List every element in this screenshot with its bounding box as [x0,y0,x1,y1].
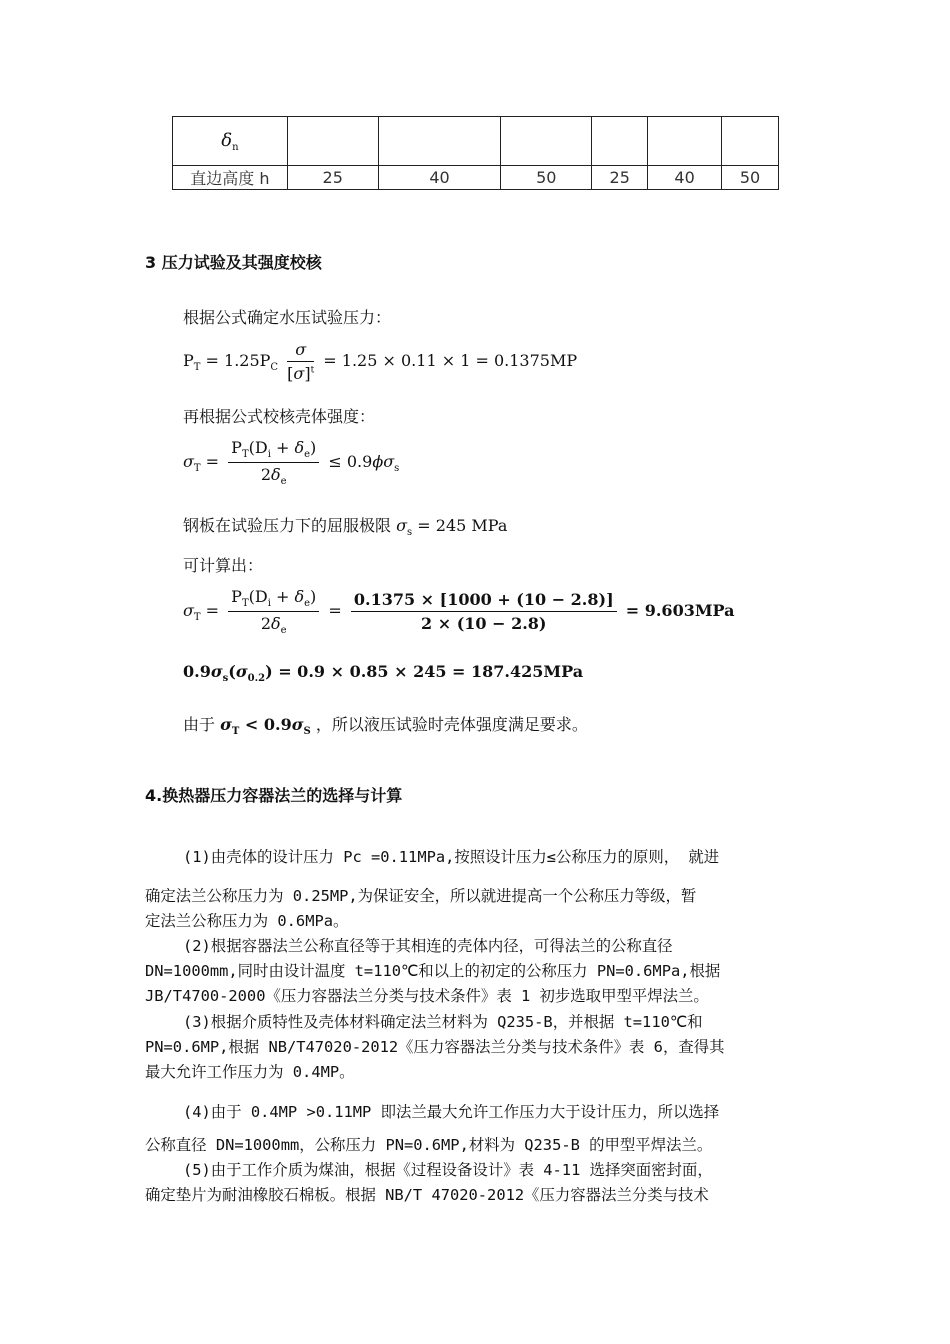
table-row [173,117,779,166]
paragraph-1b: 确定法兰公称压力为 0.25MP,为保证安全，所以就进提高一个公称压力等级，暂 [145,887,697,905]
paragraph-4b: 公称直径 DN=1000mm，公称压力 PN=0.6MP,材料为 Q235-B 的甲型平焊法兰。 [145,1136,713,1154]
table-cell [592,117,648,166]
calc-result: = 9.603MPa [625,601,735,620]
table-cell: 40 [648,166,722,190]
table-cell [722,117,779,166]
strength-check-equation: $\sigma_T$ = $\frac{P_T(D_i + \delta_e)}{2\delta_e}$ ≤ $0.9\phi\sigma_s$ [183,438,400,487]
table-cell [287,117,378,166]
paragraph-2a: (2)根据容器法兰公称直径等于其相连的壳体内径，可得法兰的公称直径 [183,937,673,955]
yield-limit-line: 钢板在试验压力下的屈服极限 $\sigma_s = 245$ MPa [183,516,508,538]
table-row [173,166,779,190]
table-cell: 50 [722,166,779,190]
calc-intro: 可计算出： [183,556,264,575]
paragraph-5b: 确定垫片为耐油橡胶石棉板。根据 NB/T 47020-2012《压力容器法兰分类与技术 [145,1186,709,1204]
paragraph-5a: (5)由于工作介质为煤油，根据《过程设备设计》表 4-11 选择突面密封面， [183,1161,713,1179]
yield-09-result: = 0.9 × 0.85 × 245 = 187.425MPa [278,662,584,681]
calc-numerator: 0.1375 × [1000 + (10 − 2.8)] [351,590,617,612]
table-cell: 50 [501,166,592,190]
section-4-title: 4.换热器压力容器法兰的选择与计算 [145,786,403,805]
table-cell [378,117,501,166]
table-cell [648,117,722,166]
paragraph-2b: DN=1000mm,同时由设计温度 t=110℃和以上的初定的公称压力 PN=0.6MPa,根据 [145,962,721,980]
conclusion-line: 由于 $\sigma_T < 0.9\sigma_S$ ，所以液压试验时壳体强度满足要求。 [183,715,588,737]
test-pressure-equation: $P_T = 1.25P_C$ $\frac{\sigma}{[\sigma]^t}$ = 1.25 × 0.11 × 1 = 0.1375MP [183,340,578,383]
table-cell-thickness-label: $\delta_n$ [173,117,288,166]
yield-value: = 245 MPa [417,516,508,535]
section-3-intro: 根据公式确定水压试验压力： [183,308,392,327]
yield-text: 钢板在试验压力下的屈服极限 [183,516,392,535]
yield-09-equation: $0.9\sigma_s(\sigma_{0.2}) = 0.9 \times 0.85 \times 245 = 187.425MPa$ [183,662,584,684]
section-3-title: 3 压力试验及其强度校核 [145,253,322,272]
paragraph-3b: PN=0.6MP,根据 NB/T47020-2012《压力容器法兰分类与技术条件》表 6，查得其 [145,1038,725,1056]
table-cell: 25 [287,166,378,190]
table-cell: 40 [378,166,501,190]
table-cell-height-label: 直边高度 h [173,166,288,190]
paragraph-4a: (4)由于 0.4MP >0.11MP 即法兰最大允许工作压力大于设计压力，所以选择 [183,1103,720,1121]
paragraph-1a: (1)由壳体的设计压力 Pc =0.11MPa,按照设计压力≤公称压力的原则， 就进 [183,848,720,866]
table-cell [501,117,592,166]
paragraph-3a: (3)根据介质特性及壳体材料确定法兰材料为 Q235-B，并根据 t=110℃和 [183,1013,703,1031]
paragraph-1c: 定法兰公称压力为 0.6MPa。 [145,912,349,930]
check-intro: 再根据公式校核壳体强度： [183,407,376,426]
head-dimension-table [172,116,779,190]
paragraph-2c: JB/T4700-2000《压力容器法兰分类与技术条件》表 1 初步选取甲型平焊法兰。 [145,987,709,1005]
test-pressure-result: = 1.25 × 0.11 × 1 = 0.1375MP [323,351,578,370]
calc-denominator: 2 × (10 − 2.8) [421,614,547,633]
stress-calculation: $\sigma_T$ = $\frac{P_T(D_i + \delta_e)}{2\delta_e}$ = $\frac{0.1375 \times [1000 + (10 - 2.8)]}{2 \times (10 - 2.8)}$ = 9.603MPa [183,587,735,636]
table-cell: 25 [592,166,648,190]
paragraph-3c: 最大允许工作压力为 0.4MP。 [145,1063,355,1081]
